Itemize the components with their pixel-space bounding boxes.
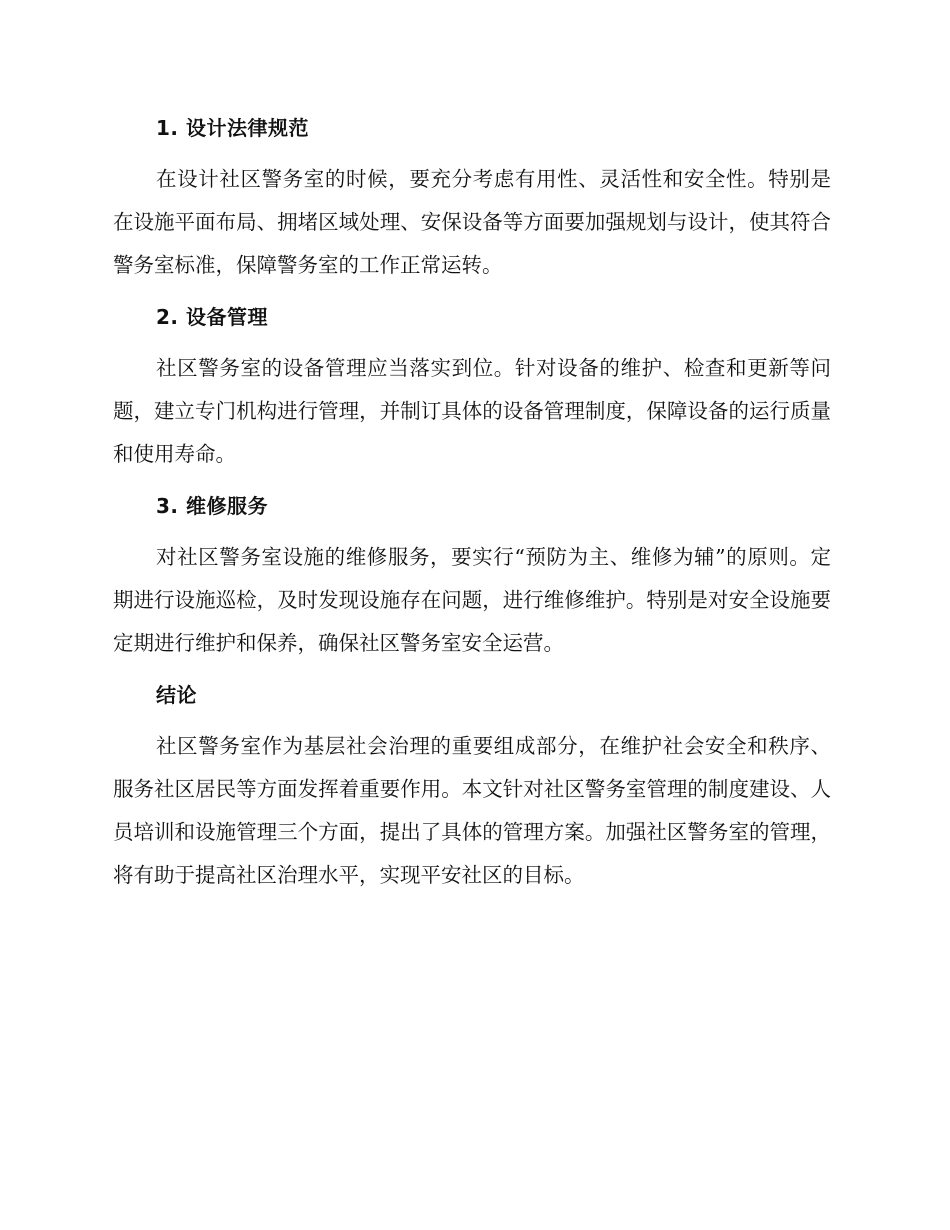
section-conclusion [113,675,831,897]
section-design-legal-norms [113,108,831,287]
section-heading: 2. 设备管理 [156,305,268,329]
section-heading: 3. 维修服务 [156,494,268,518]
document-page [113,108,831,907]
section-paragraph: 社区警务室作为基层社会治理的重要组成部分，在维护社会安全和秩序、服务社区居民等方面发挥着重要作用。本文针对社区警务室管理的制度建设、人员培训和设施管理三个方面，提出了具体的管理方案。加强社区警务室的管理，将有助于提高社区治理水平，实现平安社区的目标。 [113,734,831,887]
section-paragraph: 社区警务室的设备管理应当落实到位。针对设备的维护、检查和更新等问题，建立专门机构进行管理，并制订具体的设备管理制度，保障设备的运行质量和使用寿命。 [113,356,831,466]
section-equipment-management [113,297,831,476]
section-heading: 1. 设计法律规范 [156,116,309,140]
section-maintenance-service [113,486,831,665]
section-heading: 结论 [156,683,197,707]
section-paragraph: 在设计社区警务室的时候，要充分考虑有用性、灵活性和安全性。特别是在设施平面布局、拥堵区域处理、安保设备等方面要加强规划与设计，使其符合警务室标准，保障警务室的工作正常运转。 [113,167,831,277]
section-paragraph: 对社区警务室设施的维修服务，要实行“预防为主、维修为辅”的原则。定期进行设施巡检，及时发现设施存在问题，进行维修维护。特别是对安全设施要定期进行维护和保养，确保社区警务室安全运营。 [113,545,831,655]
